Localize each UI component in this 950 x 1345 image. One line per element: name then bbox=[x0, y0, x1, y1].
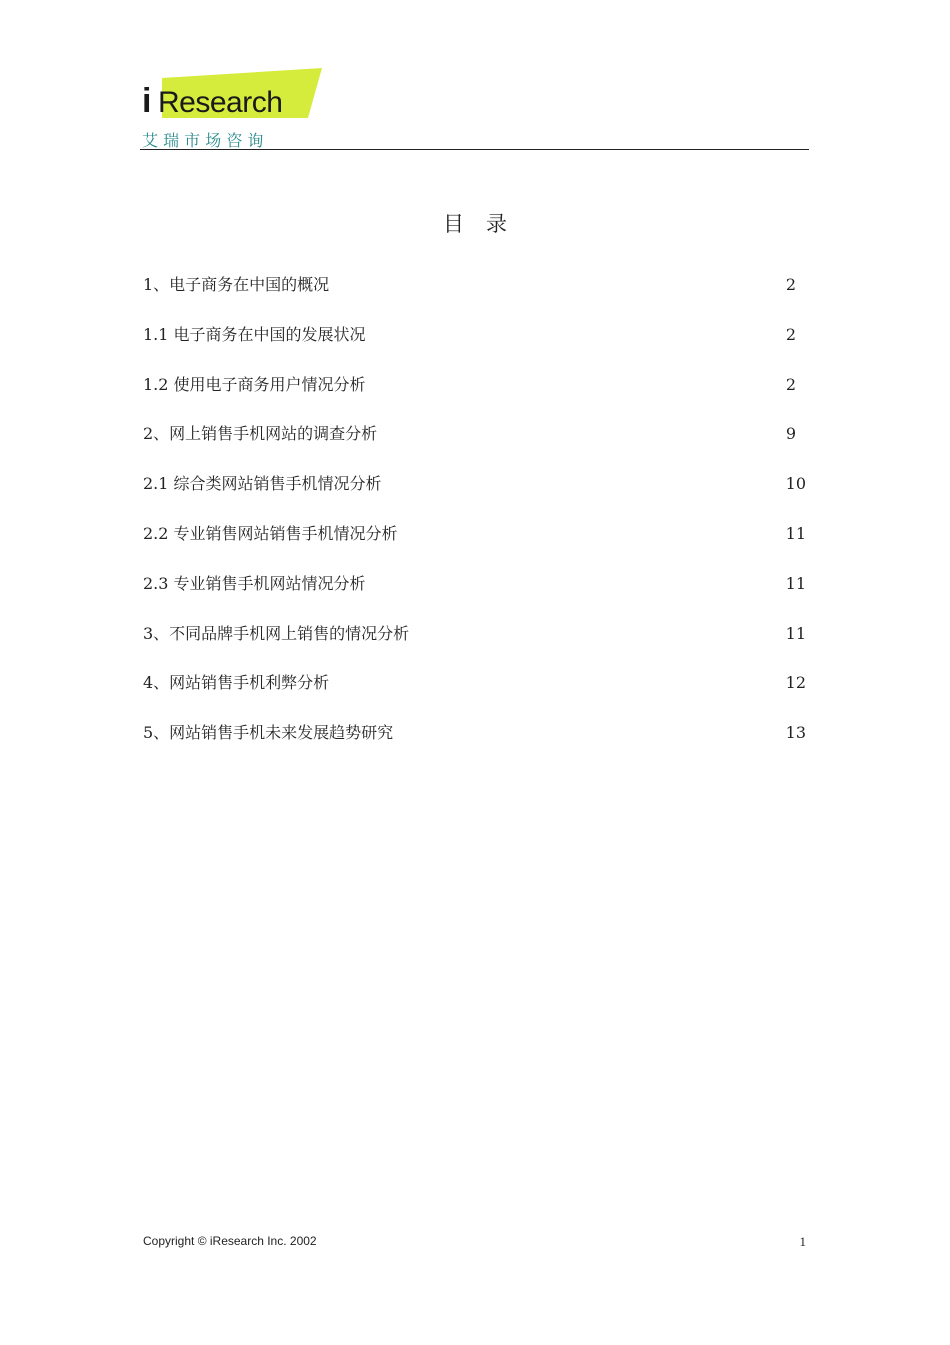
iresearch-logo bbox=[140, 68, 330, 152]
footer-page-number: 1 bbox=[799, 1234, 806, 1249]
toc-item-page: 10 bbox=[785, 474, 806, 494]
toc-item-label: 1.2 使用电子商务用户情况分析 bbox=[143, 374, 366, 394]
toc-item-page: 2 bbox=[785, 374, 796, 394]
toc-item-page: 2 bbox=[785, 324, 796, 344]
toc-item-page: 11 bbox=[785, 623, 806, 643]
toc-item[interactable] bbox=[143, 720, 806, 770]
toc-item[interactable] bbox=[143, 670, 806, 720]
toc-item-label: 5、网站销售手机未来发展趋势研究 bbox=[143, 723, 394, 743]
toc-item-label: 4、网站销售手机利弊分析 bbox=[143, 673, 330, 693]
toc-item-page: 13 bbox=[785, 723, 806, 743]
toc-item-label: 2.2 专业销售网站销售手机情况分析 bbox=[143, 523, 398, 543]
toc-item[interactable] bbox=[143, 272, 806, 322]
toc-item-page: 12 bbox=[785, 673, 806, 693]
toc-item-label: 3、不同品牌手机网上销售的情况分析 bbox=[143, 623, 410, 643]
toc-item-label: 2.1 综合类网站销售手机情况分析 bbox=[143, 474, 382, 494]
toc-item-page: 11 bbox=[785, 573, 806, 593]
toc-item-page: 9 bbox=[785, 424, 796, 444]
toc-item[interactable] bbox=[143, 421, 806, 471]
toc-item[interactable] bbox=[143, 521, 806, 571]
toc-item[interactable] bbox=[143, 471, 806, 521]
toc-item-label: 1.1 电子商务在中国的发展状况 bbox=[143, 324, 366, 344]
toc-title: 目录 bbox=[443, 212, 529, 236]
logo-graphic bbox=[140, 68, 330, 152]
header-divider bbox=[140, 149, 809, 150]
toc-item-label: 2、网上销售手机网站的调查分析 bbox=[143, 424, 378, 444]
toc-item[interactable] bbox=[143, 571, 806, 621]
logo-i: i bbox=[142, 82, 152, 120]
toc-item[interactable] bbox=[143, 621, 806, 671]
toc-item[interactable] bbox=[143, 372, 806, 422]
toc-item-label: 1、电子商务在中国的概况 bbox=[143, 275, 330, 294]
table-of-contents bbox=[143, 272, 806, 770]
logo-subtitle: 艾 瑞 市 场 咨 询 bbox=[142, 131, 264, 150]
toc-item-page: 11 bbox=[785, 523, 806, 543]
logo-research: Research bbox=[158, 86, 283, 119]
toc-item[interactable] bbox=[143, 322, 806, 372]
footer-copyright: Copyright © iResearch Inc. 2002 bbox=[143, 1234, 317, 1248]
toc-item-page: 2 bbox=[785, 275, 796, 294]
toc-item-label: 2.3 专业销售手机网站情况分析 bbox=[143, 573, 366, 593]
